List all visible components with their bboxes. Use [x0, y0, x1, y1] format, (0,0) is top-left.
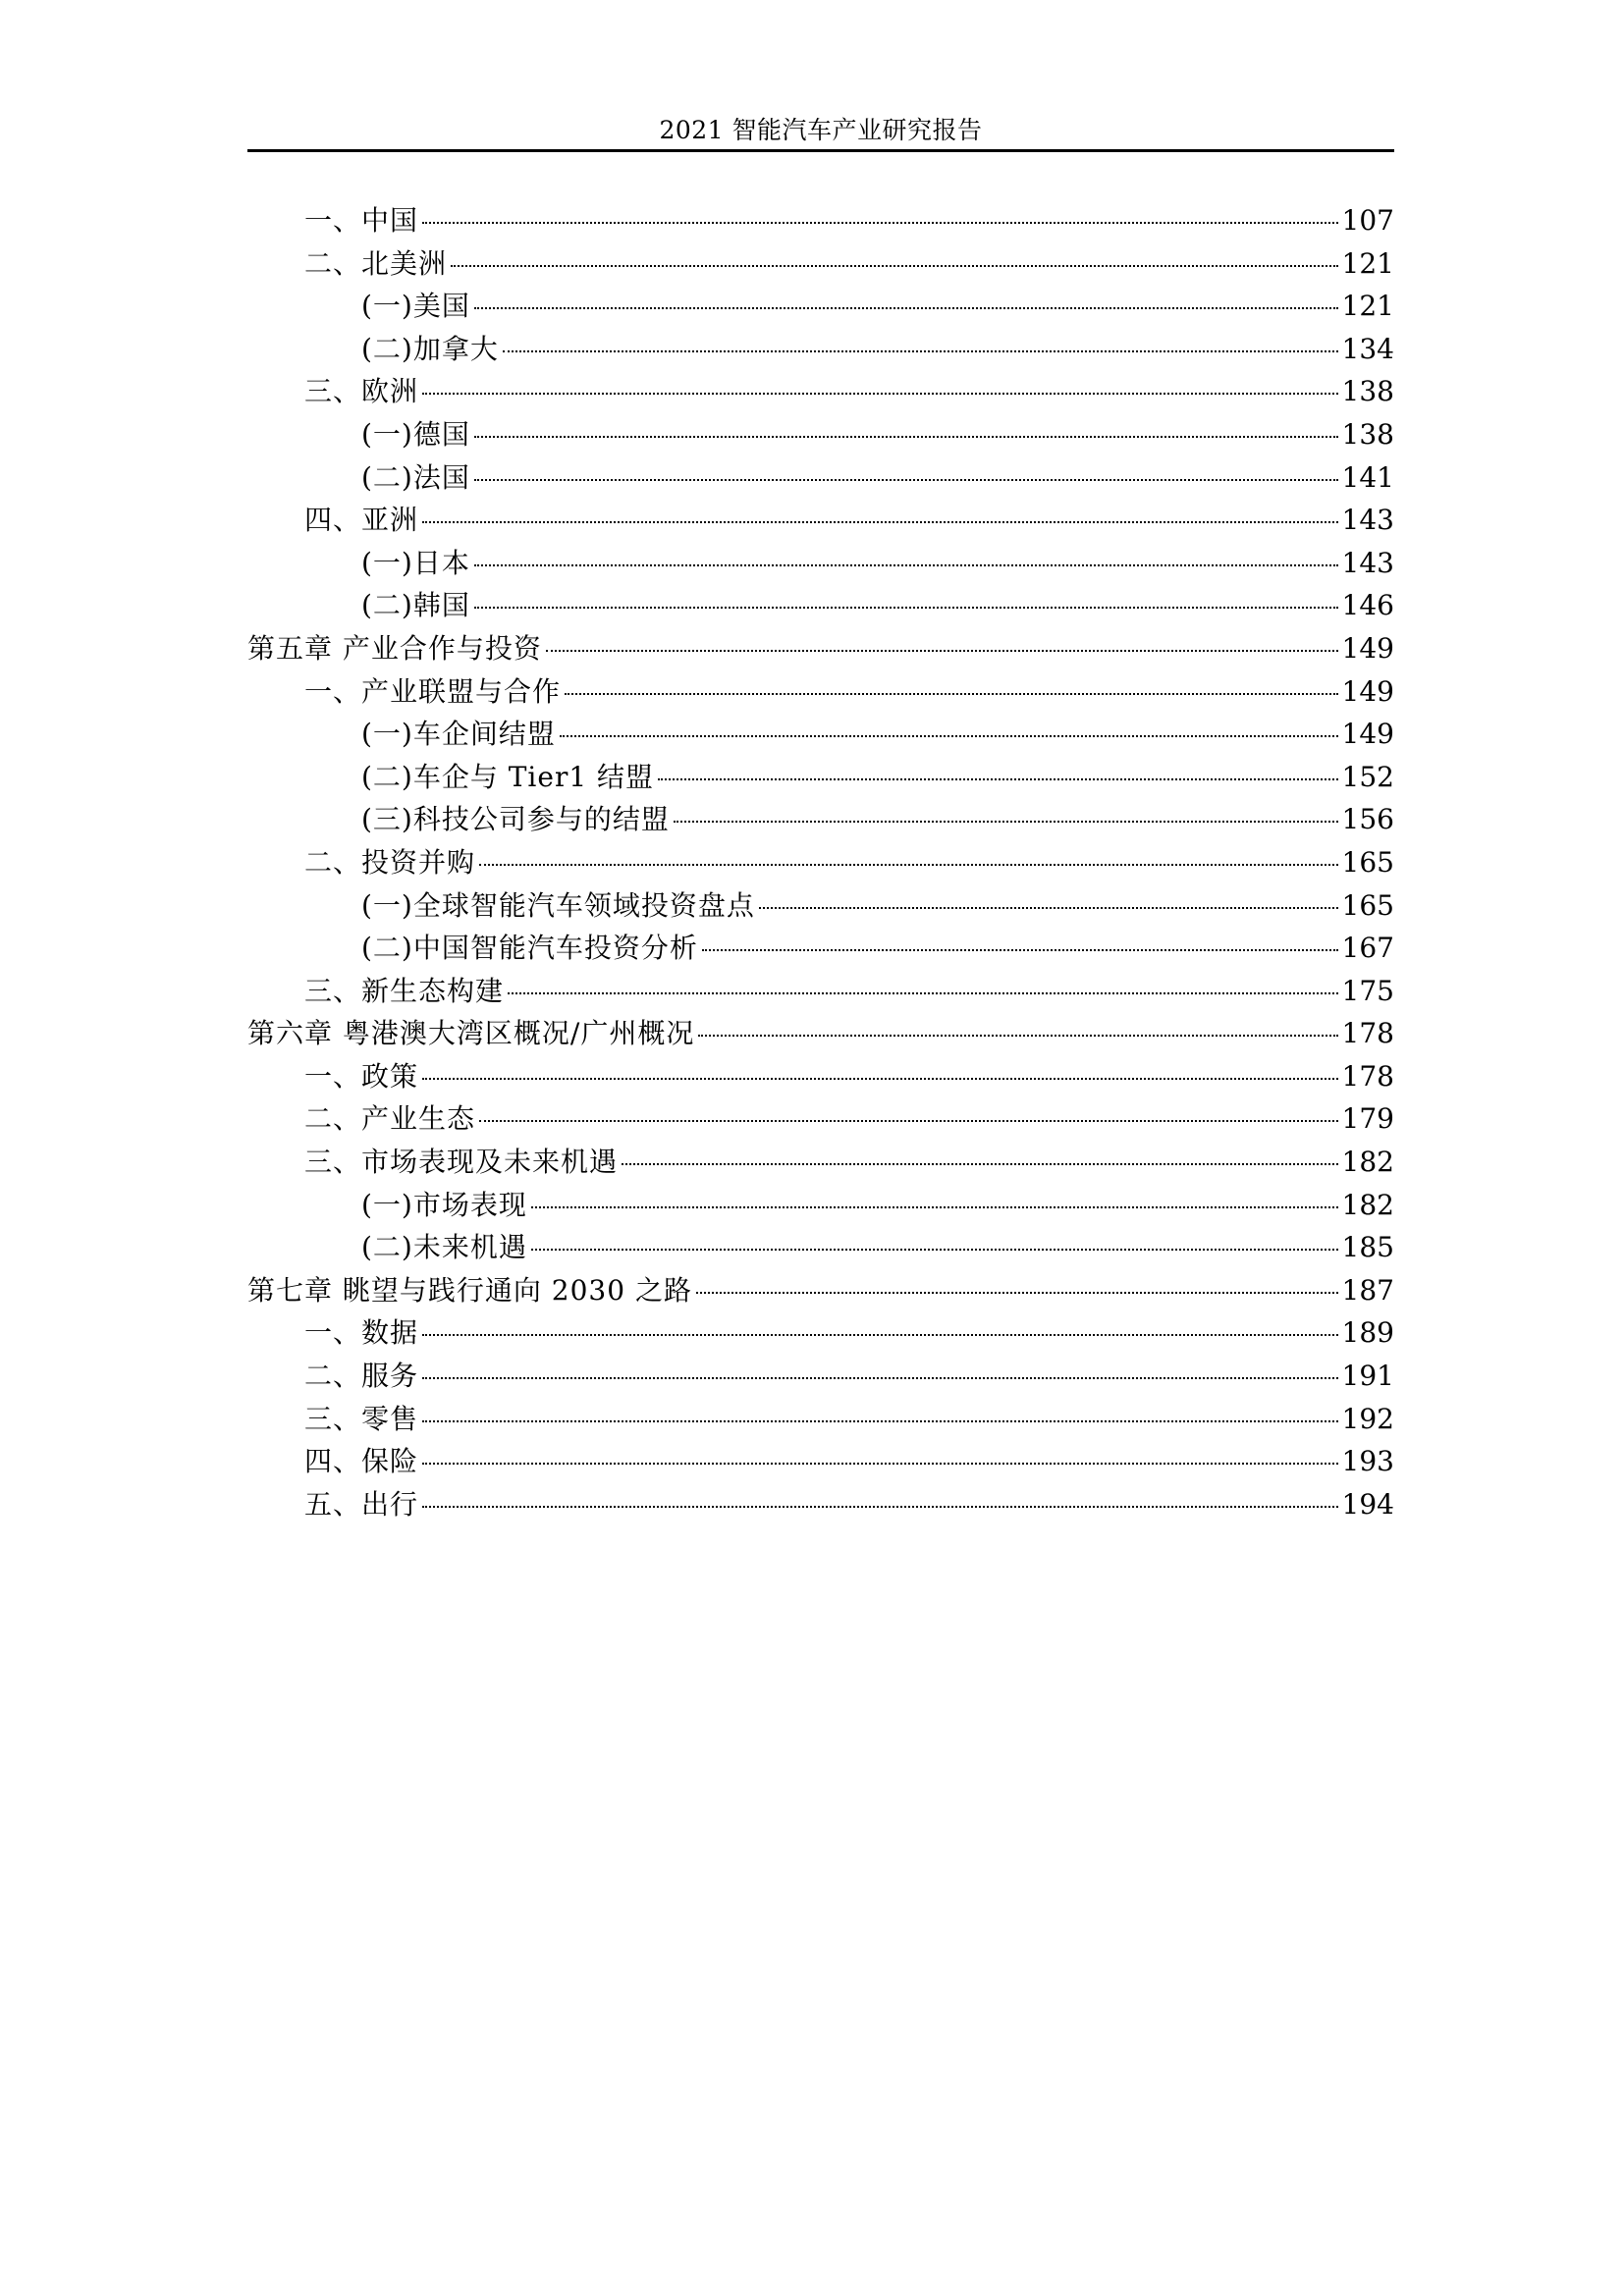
dot-leader	[474, 479, 1338, 481]
toc-entry-page-number: 149	[1341, 718, 1394, 751]
dot-leader	[531, 1206, 1338, 1208]
dot-leader	[658, 778, 1337, 780]
dot-leader	[422, 1078, 1338, 1080]
toc-entry[interactable]	[247, 242, 1394, 286]
toc-entry-title: 三、新生态构建	[304, 974, 505, 1007]
toc-entry-title: (二)中国智能汽车投资分析	[361, 932, 698, 965]
toc-entry[interactable]	[247, 1483, 1394, 1526]
toc-entry-title: 第五章 产业合作与投资	[247, 631, 542, 665]
toc-entry[interactable]	[247, 413, 1394, 456]
dot-leader	[503, 350, 1338, 352]
dot-leader	[422, 521, 1338, 523]
toc-entry-title: 三、市场表现及未来机遇	[304, 1146, 619, 1179]
toc-entry-title: 第六章 粤港澳大湾区概况/广州概况	[247, 1017, 695, 1050]
toc-entry-page-number: 167	[1341, 932, 1394, 965]
toc-entry-title: 一、产业联盟与合作	[304, 674, 562, 708]
dot-leader	[546, 650, 1338, 652]
toc-entry-page-number: 121	[1341, 290, 1394, 323]
dot-leader	[702, 949, 1338, 951]
toc-entry[interactable]	[247, 1355, 1394, 1398]
toc-entry[interactable]	[247, 756, 1394, 799]
toc-entry-title: (一)美国	[361, 290, 470, 323]
toc-entry-page-number: 189	[1341, 1316, 1394, 1350]
dot-leader	[422, 1420, 1338, 1422]
dot-leader	[479, 1120, 1338, 1122]
toc-entry-title: 一、政策	[304, 1059, 419, 1093]
toc-entry[interactable]	[247, 884, 1394, 928]
toc-entry-title: (一)市场表现	[361, 1188, 527, 1221]
toc-entry[interactable]	[247, 1097, 1394, 1141]
toc-entry[interactable]	[247, 1226, 1394, 1269]
toc-entry[interactable]	[247, 1440, 1394, 1483]
toc-entry-title: (二)未来机遇	[361, 1231, 527, 1264]
toc-entry[interactable]	[247, 370, 1394, 413]
toc-entry-page-number: 187	[1341, 1273, 1394, 1307]
toc-entry-title: (一)德国	[361, 417, 470, 451]
dot-leader	[422, 1334, 1338, 1336]
dot-leader	[565, 693, 1338, 695]
dot-leader	[474, 307, 1338, 309]
toc-entry-page-number: 165	[1341, 888, 1394, 922]
toc-entry-title: 三、欧洲	[304, 375, 419, 408]
toc-entry-page-number: 192	[1341, 1402, 1394, 1435]
toc-entry-page-number: 178	[1341, 1059, 1394, 1093]
toc-entry[interactable]	[247, 328, 1394, 371]
toc-entry-title: (一)日本	[361, 546, 470, 579]
toc-entry-page-number: 138	[1341, 417, 1394, 451]
toc-entry-title: 二、服务	[304, 1360, 419, 1393]
toc-entry[interactable]	[247, 1269, 1394, 1312]
toc-entry[interactable]	[247, 1184, 1394, 1227]
toc-entry-title: 三、零售	[304, 1402, 419, 1435]
header-divider	[247, 149, 1394, 152]
toc-entry-title: (二)法国	[361, 460, 470, 494]
toc-entry[interactable]	[247, 1012, 1394, 1055]
toc-entry-title: 四、亚洲	[304, 504, 419, 537]
toc-entry[interactable]	[247, 713, 1394, 756]
toc-entry-page-number: 149	[1341, 631, 1394, 665]
toc-entry[interactable]	[247, 499, 1394, 542]
dot-leader	[474, 564, 1338, 566]
dot-leader	[698, 1035, 1337, 1037]
toc-entry[interactable]	[247, 970, 1394, 1013]
dot-leader	[451, 265, 1338, 267]
toc-entry-title: 第七章 眺望与践行通向 2030 之路	[247, 1273, 692, 1307]
toc-entry[interactable]	[247, 584, 1394, 627]
toc-entry-title: 一、数据	[304, 1316, 419, 1350]
dot-leader	[479, 864, 1338, 866]
toc-entry-page-number: 182	[1341, 1188, 1394, 1221]
dot-leader	[622, 1163, 1338, 1165]
page-header-title: 2021 智能汽车产业研究报告	[659, 116, 983, 144]
toc-entry-title: (一)全球智能汽车领域投资盘点	[361, 888, 755, 922]
toc-entry-title: (三)科技公司参与的结盟	[361, 803, 670, 836]
toc-entry-page-number: 179	[1341, 1102, 1394, 1136]
toc-entry-page-number: 191	[1341, 1360, 1394, 1393]
dot-leader	[531, 1249, 1338, 1251]
toc-entry-page-number: 165	[1341, 845, 1394, 879]
dot-leader	[674, 821, 1338, 823]
dot-leader	[560, 735, 1338, 737]
toc-entry-title: (二)加拿大	[361, 332, 499, 365]
toc-entry-page-number: 146	[1341, 589, 1394, 622]
toc-entry[interactable]	[247, 627, 1394, 670]
toc-entry-page-number: 134	[1341, 332, 1394, 365]
toc-entry-title: (二)车企与 Tier1 结盟	[361, 760, 655, 793]
toc-entry[interactable]	[247, 927, 1394, 970]
toc-entry[interactable]	[247, 285, 1394, 328]
toc-entry-page-number: 156	[1341, 803, 1394, 836]
toc-entry-title: 五、出行	[304, 1487, 419, 1521]
toc-entry-page-number: 138	[1341, 375, 1394, 408]
dot-leader	[759, 907, 1338, 909]
toc-entry[interactable]	[247, 199, 1394, 242]
toc-entry-title: 四、保险	[304, 1445, 419, 1478]
dot-leader	[422, 1377, 1338, 1379]
dot-leader	[474, 436, 1338, 438]
toc-entry-page-number: 152	[1341, 760, 1394, 793]
dot-leader	[422, 1463, 1338, 1465]
toc-entry[interactable]	[247, 542, 1394, 585]
table-of-contents	[247, 199, 1394, 1525]
toc-entry[interactable]	[247, 1141, 1394, 1184]
toc-entry[interactable]	[247, 1398, 1394, 1441]
toc-entry[interactable]	[247, 1055, 1394, 1098]
toc-entry-page-number: 175	[1341, 974, 1394, 1007]
dot-leader	[422, 222, 1338, 224]
toc-entry[interactable]	[247, 670, 1394, 714]
toc-entry-page-number: 149	[1341, 674, 1394, 708]
toc-entry-page-number: 143	[1341, 546, 1394, 579]
dot-leader	[696, 1292, 1338, 1294]
toc-entry-page-number: 193	[1341, 1445, 1394, 1478]
toc-entry-title: (一)车企间结盟	[361, 718, 556, 751]
toc-entry-page-number: 121	[1341, 246, 1394, 280]
toc-entry[interactable]	[247, 841, 1394, 884]
toc-entry[interactable]	[247, 798, 1394, 841]
toc-entry-page-number: 107	[1341, 204, 1394, 237]
dot-leader	[422, 1506, 1338, 1508]
dot-leader	[474, 607, 1338, 609]
toc-entry-page-number: 185	[1341, 1231, 1394, 1264]
dot-leader	[422, 393, 1338, 395]
toc-entry[interactable]	[247, 456, 1394, 500]
toc-entry-page-number: 178	[1341, 1017, 1394, 1050]
toc-entry-title: (二)韩国	[361, 589, 470, 622]
toc-entry-title: 二、北美洲	[304, 246, 448, 280]
toc-entry-page-number: 182	[1341, 1146, 1394, 1179]
toc-entry-page-number: 194	[1341, 1487, 1394, 1521]
toc-entry[interactable]	[247, 1311, 1394, 1355]
dot-leader	[508, 992, 1338, 994]
toc-entry-title: 二、产业生态	[304, 1102, 476, 1136]
toc-entry-page-number: 143	[1341, 504, 1394, 537]
toc-entry-page-number: 141	[1341, 460, 1394, 494]
toc-entry-title: 一、中国	[304, 204, 419, 237]
toc-entry-title: 二、投资并购	[304, 845, 476, 879]
